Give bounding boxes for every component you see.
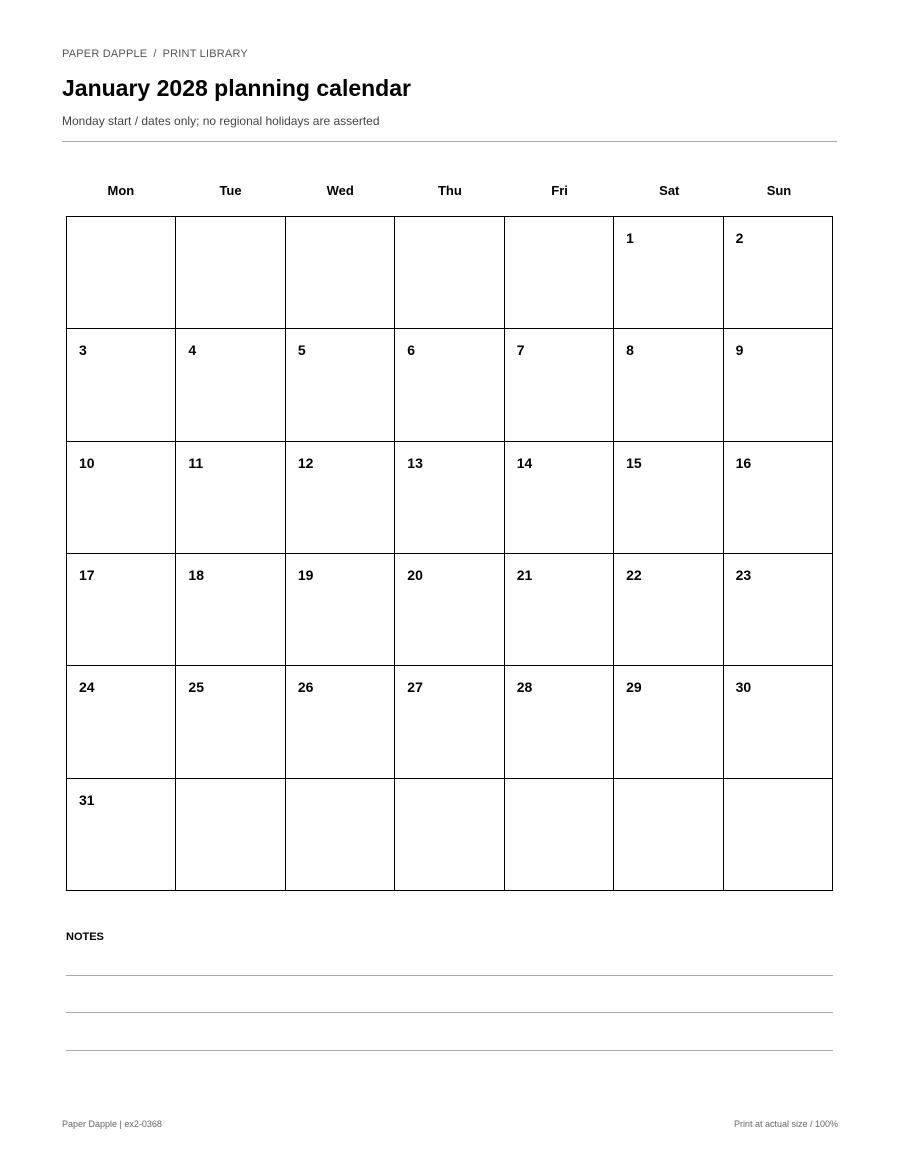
breadcrumb <box>62 48 248 60</box>
day-number: 28 <box>516 679 533 696</box>
day-number: 18 <box>188 567 204 583</box>
day-cell <box>176 329 285 441</box>
day-number: 6 <box>407 342 416 359</box>
day-cell <box>176 554 285 666</box>
weekday-label: Fri <box>551 183 568 198</box>
day-number: 20 <box>407 567 423 583</box>
empty-day-cell <box>724 779 833 891</box>
day-number: 3 <box>79 342 87 359</box>
day-cell <box>724 217 833 329</box>
day-cell <box>614 329 723 441</box>
empty-day-cell <box>505 217 614 329</box>
day-cell <box>724 554 833 666</box>
empty-day-cell <box>67 217 176 329</box>
day-number: 30 <box>735 679 752 696</box>
empty-day-cell <box>286 217 395 329</box>
day-cell <box>505 442 614 554</box>
day-number: 5 <box>297 342 306 359</box>
day-number: 22 <box>626 567 642 583</box>
day-cell <box>286 329 395 441</box>
empty-day-cell <box>286 779 395 891</box>
weekday-label: Tue <box>219 183 242 198</box>
empty-day-cell <box>395 217 504 329</box>
day-cell <box>614 442 723 554</box>
empty-day-cell <box>176 217 285 329</box>
day-cell <box>505 329 614 441</box>
weekday-header <box>66 183 834 198</box>
day-cell <box>67 779 176 891</box>
day-number: 15 <box>626 454 642 471</box>
day-number: 24 <box>79 679 95 696</box>
day-cell <box>395 329 504 441</box>
empty-day-cell <box>176 779 285 891</box>
header-divider <box>62 141 837 142</box>
day-number: 11 <box>188 454 204 471</box>
empty-day-cell <box>395 779 504 891</box>
note-line <box>66 975 833 976</box>
note-line <box>66 1050 833 1051</box>
day-cell <box>286 554 395 666</box>
day-number: 21 <box>516 567 533 583</box>
day-number: 7 <box>516 342 525 359</box>
breadcrumb-section: PRINT LIBRARY <box>162 48 248 60</box>
day-number: 31 <box>79 791 95 808</box>
footer-print-note: Print at actual size / 100% <box>733 1119 838 1129</box>
day-number: 9 <box>735 342 744 359</box>
day-cell <box>395 442 504 554</box>
empty-day-cell <box>505 779 614 891</box>
day-number: 1 <box>626 230 634 246</box>
footer-source: Paper Dapple | ex2-0368 <box>62 1119 162 1129</box>
page-subtitle: Monday start / dates only; no regional holidays are asserted <box>62 114 380 128</box>
day-cell <box>67 442 176 554</box>
day-number: 10 <box>79 454 95 471</box>
day-cell <box>176 666 285 778</box>
day-number: 27 <box>407 679 423 696</box>
day-cell <box>724 666 833 778</box>
notes-label: NOTES <box>66 931 104 943</box>
weekday-label: Thu <box>437 183 462 198</box>
day-number: 4 <box>188 342 197 359</box>
calendar-grid <box>66 216 833 891</box>
day-number: 13 <box>407 454 423 471</box>
day-number: 25 <box>188 679 204 696</box>
note-line <box>66 1012 833 1013</box>
day-cell <box>505 666 614 778</box>
day-number: 29 <box>626 679 642 696</box>
day-cell <box>286 666 395 778</box>
day-number: 23 <box>735 567 752 583</box>
day-cell <box>395 666 504 778</box>
day-cell <box>286 442 395 554</box>
day-cell <box>176 442 285 554</box>
day-number: 8 <box>626 342 634 359</box>
day-cell <box>505 554 614 666</box>
breadcrumb-brand: PAPER DAPPLE <box>62 48 148 60</box>
day-cell <box>614 217 723 329</box>
day-cell <box>724 329 833 441</box>
day-number: 12 <box>297 454 314 471</box>
empty-day-cell <box>614 779 723 891</box>
day-number: 19 <box>297 567 314 583</box>
weekday-label: Mon <box>107 183 135 198</box>
day-cell <box>614 666 723 778</box>
day-cell <box>67 666 176 778</box>
weekday-label: Wed <box>326 183 354 198</box>
day-number: 14 <box>516 454 533 471</box>
day-number: 16 <box>735 454 752 471</box>
day-cell <box>614 554 723 666</box>
day-cell <box>395 554 504 666</box>
weekday-label: Sun <box>766 183 792 198</box>
day-cell <box>67 329 176 441</box>
day-cell <box>724 442 833 554</box>
day-number: 17 <box>79 567 95 583</box>
page-title: January 2028 planning calendar <box>62 75 411 101</box>
day-cell <box>67 554 176 666</box>
day-number: 2 <box>735 230 744 246</box>
day-number: 26 <box>297 679 314 696</box>
weekday-label: Sat <box>659 183 680 198</box>
breadcrumb-separator: / <box>153 48 157 60</box>
